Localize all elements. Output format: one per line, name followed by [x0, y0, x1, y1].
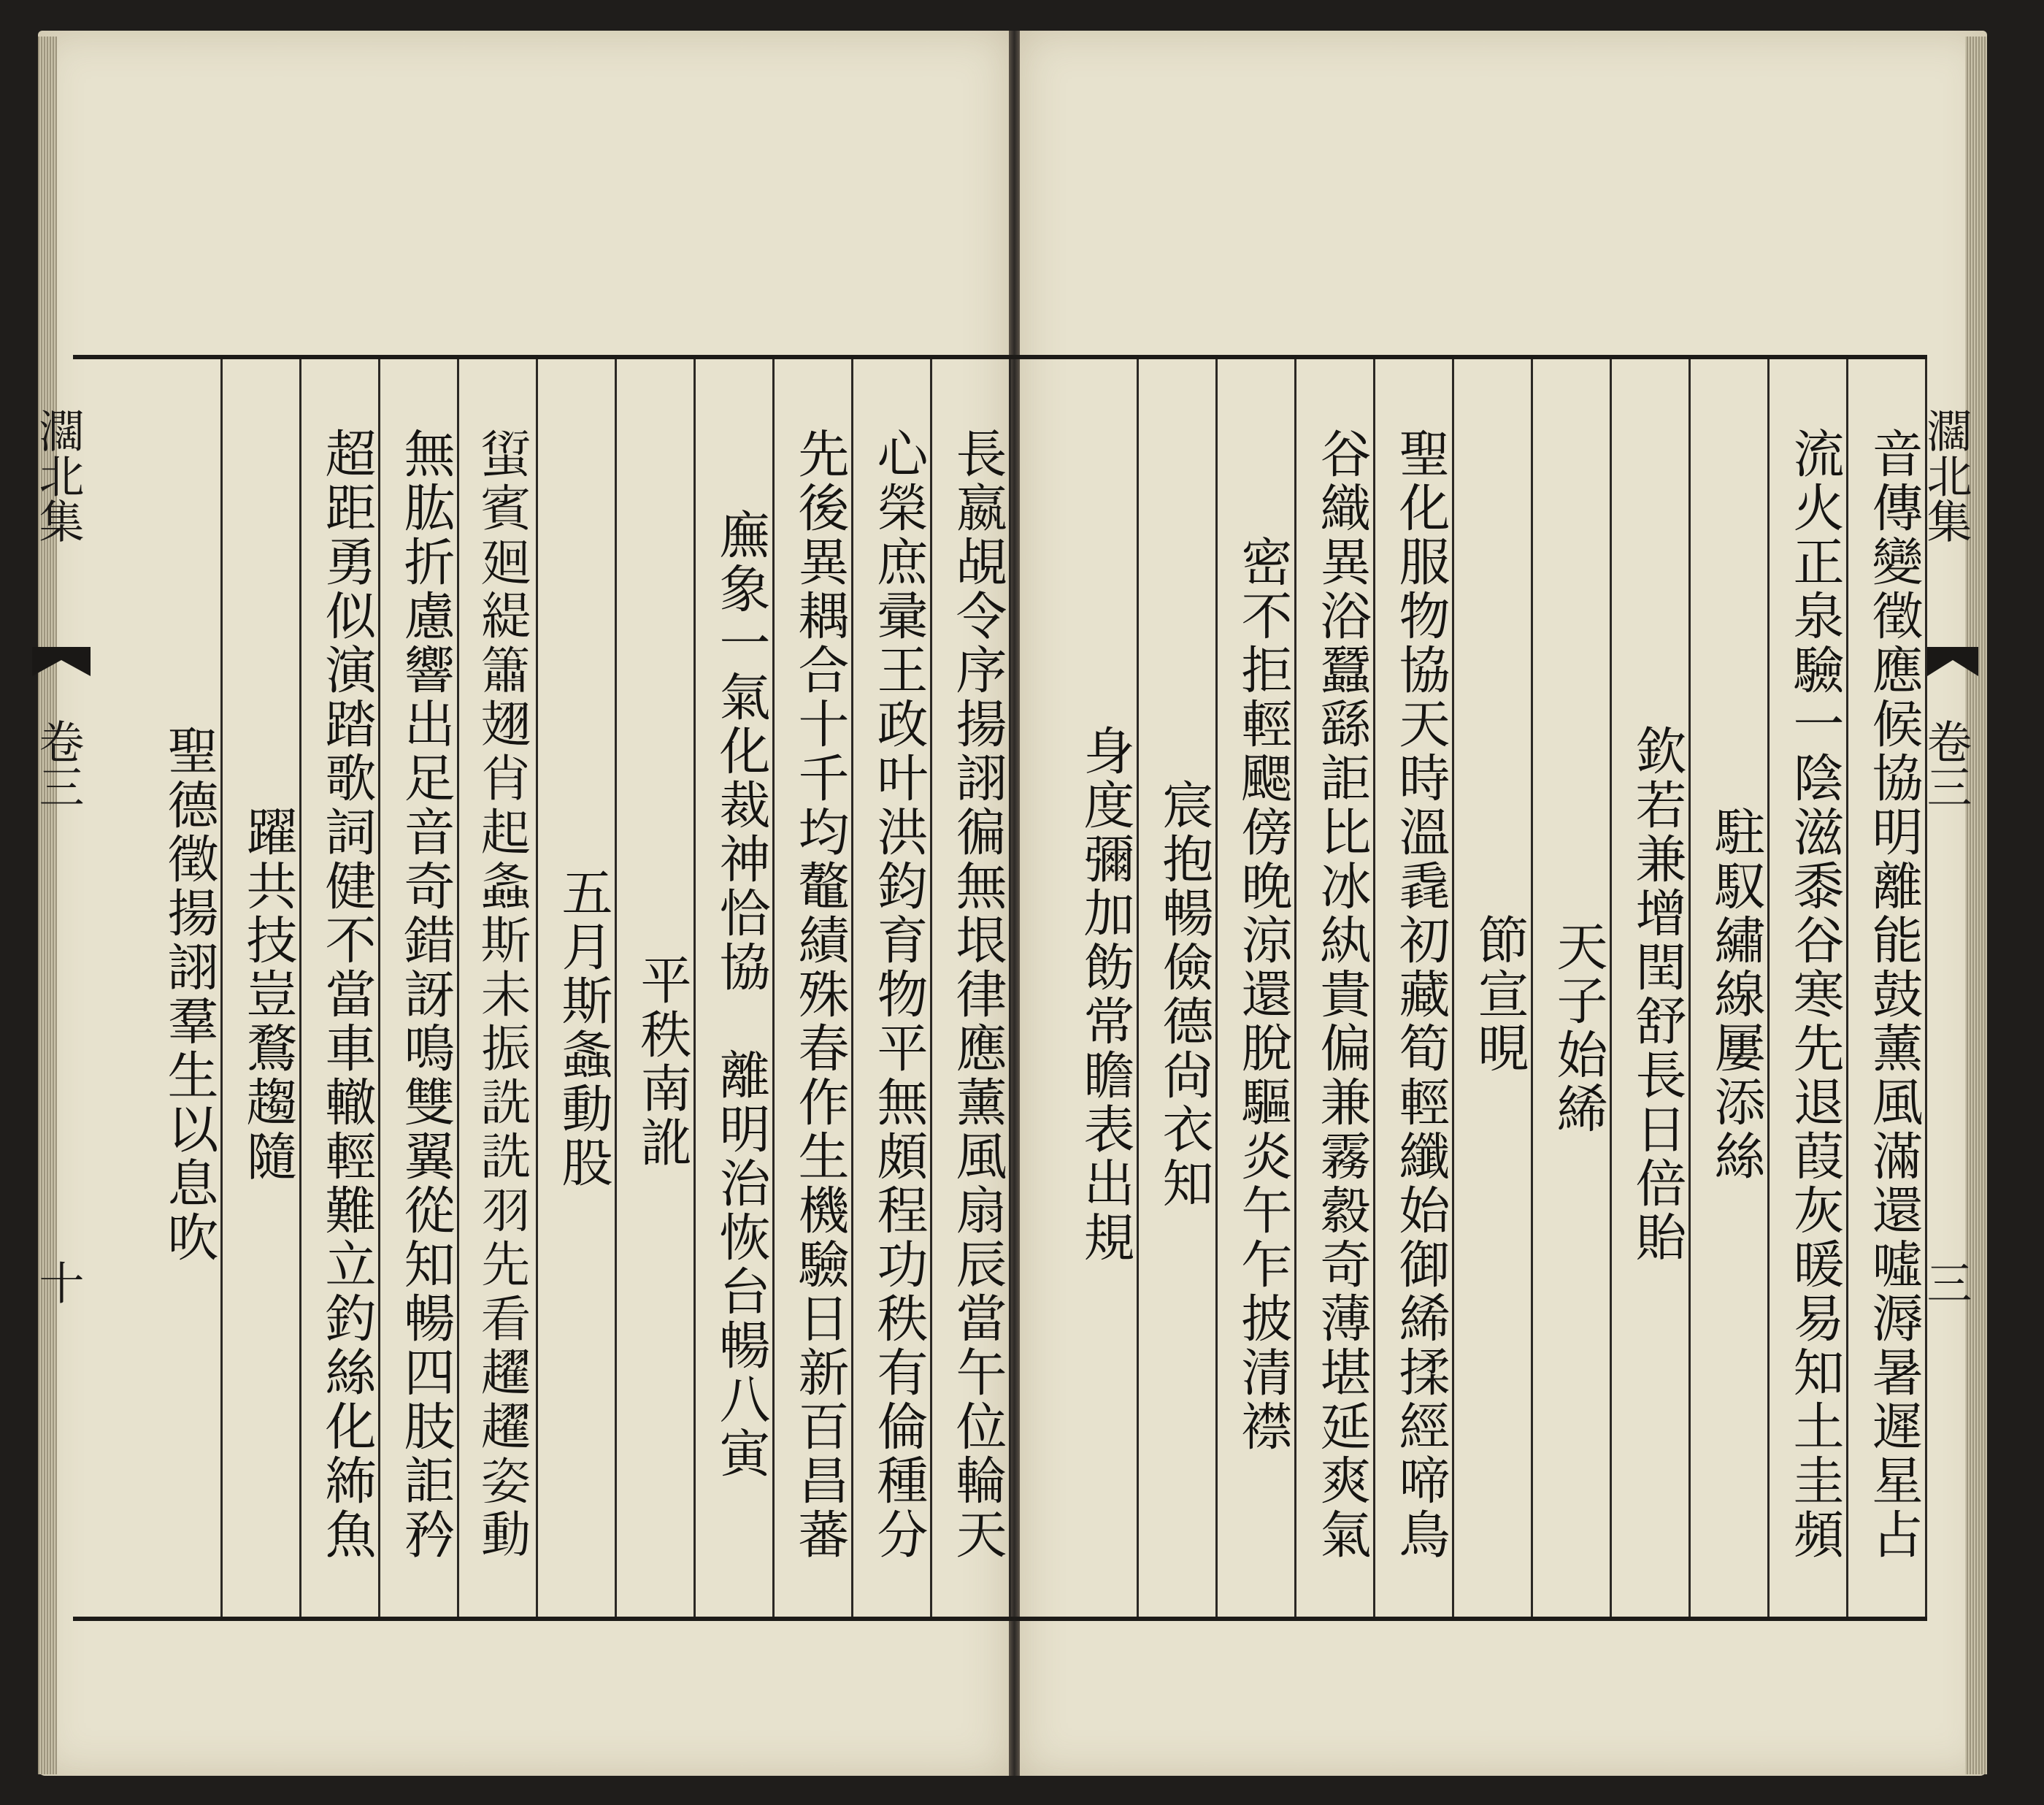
right-page-column [1770, 359, 1848, 1617]
left-page-column [696, 359, 775, 1617]
left-page-column [301, 359, 380, 1617]
column-text: 𧍢賓廻緹簫翅肖起螽斯未振詵詵羽先看趯趯姿動 [474, 427, 534, 1562]
fish-tail-mark-left [32, 647, 91, 676]
left-page-column [223, 359, 301, 1617]
right-page-column [1060, 359, 1139, 1617]
left-text-block [73, 355, 1011, 1621]
right-margin-title: 𤄃北集 [1919, 407, 1972, 543]
left-page-column [617, 359, 696, 1617]
column-text: 欽若兼增閏舒長日倍貽 [1627, 724, 1687, 1265]
left-page-column [144, 359, 223, 1617]
right-page-column [1691, 359, 1770, 1617]
column-text: 五月斯螽動股 [553, 866, 613, 1190]
left-page-column [853, 359, 932, 1617]
column-text: 天子始絺 [1548, 920, 1608, 1136]
column-text: 音傳變徵應候協明離能鼓薰風滿還噓溽暑遲星占 [1864, 427, 1924, 1562]
fish-tail-mark-right [1927, 647, 1978, 676]
column-text: 宸抱暢儉德尙衣知 [1154, 778, 1214, 1211]
column-text: 谷織異浴蠶繇詎比冰紈貴偏兼霧縠奇薄堪延爽氣 [1312, 427, 1372, 1562]
left-page-column [538, 359, 617, 1617]
column-text: 心榮庶彚王政叶洪鈞育物平無頗程功秩有倫種分 [869, 427, 929, 1562]
column-text: 身度彌加飭常瞻表出規 [1075, 724, 1135, 1265]
left-banxin [32, 355, 91, 1612]
left-margin-page: 十 [31, 1260, 85, 1305]
column-text: 超距勇似演踏歌詞健不當車轍輕難立釣絲化𥿠魚 [317, 427, 377, 1562]
left-page-column [459, 359, 538, 1617]
column-text: 無肱折慮響出足音奇錯訝鳴雙翼從知暢四肢詎矜 [396, 427, 456, 1562]
column-text: 密不拒輕颸傍晚涼還脫驅炎午乍披清襟 [1233, 535, 1293, 1454]
right-page-column [1139, 359, 1218, 1617]
column-text: 聖德徵揚詡羣生以息吹 [159, 724, 219, 1265]
right-text-block [991, 355, 1927, 1621]
left-margin-title: 𤄃北集 [31, 407, 85, 543]
column-text: 先後異耦合十千均鼇績殊春作生機驗日新百昌蕃 [790, 427, 850, 1562]
right-page-column [1375, 359, 1454, 1617]
right-page-column [1454, 359, 1533, 1617]
left-page-column [380, 359, 459, 1617]
right-page-column [1848, 359, 1927, 1617]
left-page-column [775, 359, 853, 1617]
right-page-column [1533, 359, 1612, 1617]
column-text: 平秩南訛 [632, 954, 692, 1170]
left-margin-volume: 卷三 [31, 718, 85, 809]
right-page-column [1296, 359, 1375, 1617]
right-page-column [1218, 359, 1296, 1617]
right-banxin [1919, 355, 1978, 1612]
column-text: 廡象一氣化裁神恰協 離明治恢台暢八寅 [711, 508, 771, 1481]
column-text: 駐馭繡線屢添絲 [1706, 805, 1766, 1184]
column-text: 節宣晛 [1469, 913, 1529, 1076]
column-text: 躍共技豈鶩趨隨 [238, 805, 298, 1184]
column-text: 長嬴覘令序揚詡徧無垠律應薰風扇辰當午位輪天 [948, 427, 1007, 1562]
column-text: 流火正泉驗一陰滋黍谷寒先退葭灰暖易知土圭頻 [1785, 427, 1845, 1562]
right-margin-page: 三 [1919, 1260, 1972, 1305]
right-margin-volume: 卷三 [1919, 718, 1972, 809]
column-text: 聖化服物協天時溫毳初藏筍輕纖始御絺揉經啼鳥 [1391, 427, 1451, 1562]
right-page-column [1612, 359, 1691, 1617]
